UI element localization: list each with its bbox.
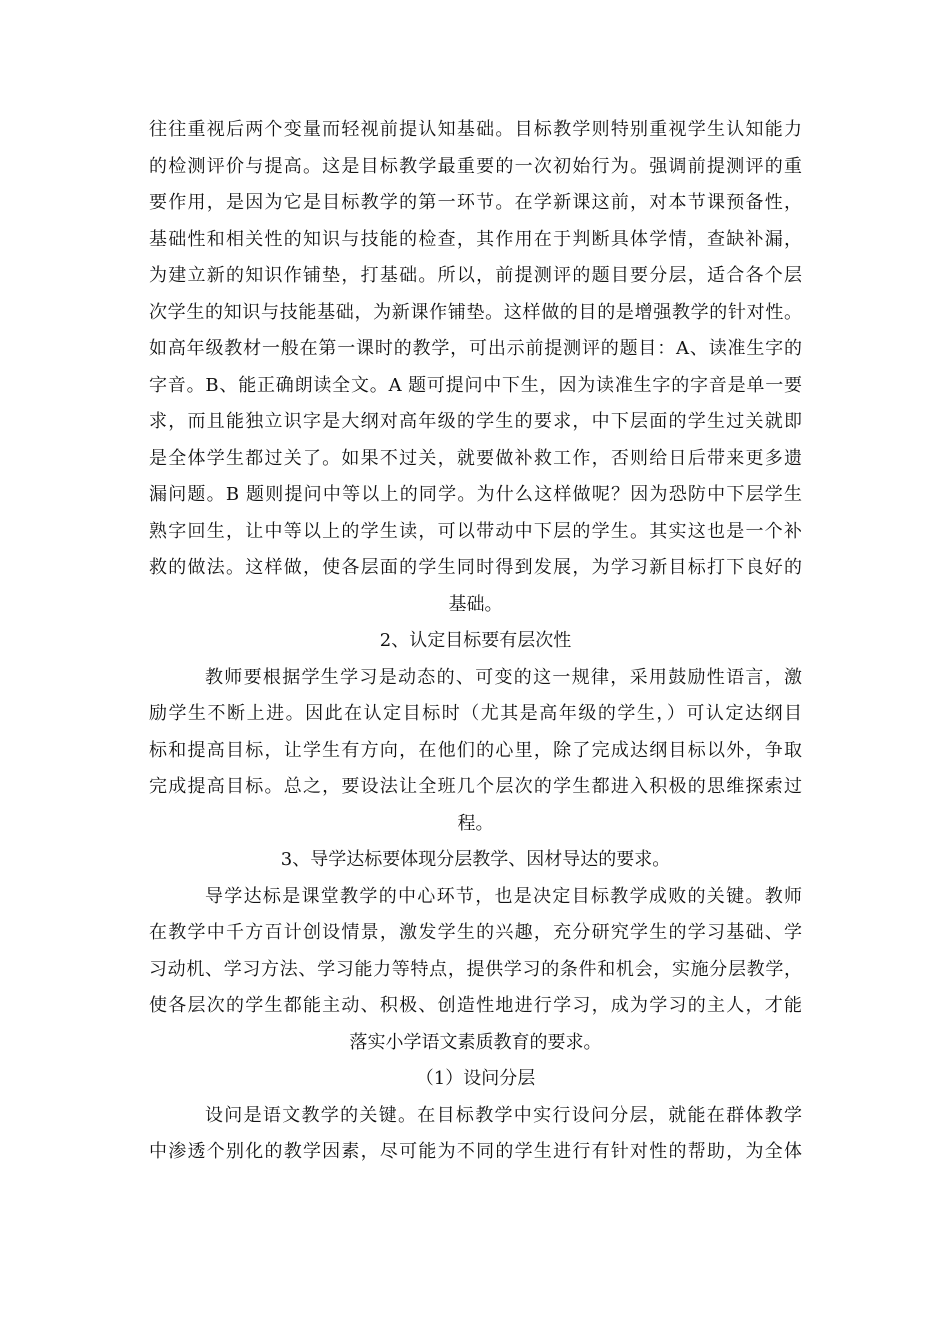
text-line: 中渗透个别化的教学因素，尽可能为不同的学生进行有针对性的帮助，为全体 (149, 1141, 802, 1162)
text-line: 的检测评价与提高。这是目标教学最重要的一次初始行为。强调前提测评的重 (149, 155, 802, 177)
section-heading: 2、认定目标要有层次性 (379, 630, 572, 651)
text-line: 求，而且能独立识字是大纲对高年级的学生的要求，中下层面的学生过关就即 (149, 411, 802, 432)
text-line: 要作用，是因为它是目标教学的第一环节。在学新课这前，对本节课预备性， (149, 192, 802, 213)
text-line: 标和提高目标，让学生有方向，在他们的心里，除了完成达纲目标以外，争取 (149, 739, 802, 761)
section-heading: 3、导学达标要体现分层教学、因材导达的要求。 (280, 849, 671, 870)
body-text (149, 112, 802, 1171)
text-line: 基础性和相关性的知识与技能的检查，其作用在于判断具体学情，查缺补漏， (149, 228, 802, 250)
text-line: 救的做法。这样做，使各层面的学生同时得到发展，为学习新目标打下良好的 (149, 557, 802, 578)
text-line: 习动机、学习方法、学习能力等特点，提供学习的条件和机会，实施分层教学， (149, 958, 802, 980)
text-line: 完成提高目标。总之，要设法让全班几个层次的学生都进入积极的思维探索过 (149, 776, 802, 797)
text-line: 导学达标是课堂教学的中心环节，也是决定目标教学成败的关键。教师 (205, 885, 802, 907)
paragraph-last-line: 基础。 (448, 593, 503, 615)
subsection-heading: （1）设问分层 (415, 1068, 536, 1089)
text-line: 熟字回生，让中等以上的学生读，可以带动中下层的学生。其实这也是一个补 (149, 520, 802, 542)
text-line: 设问是语文教学的关键。在目标教学中实行设问分层，就能在群体教学 (205, 1104, 802, 1126)
text-line: 是全体学生都过关了。如果不过关，就要做补救工作，否则给日后带来更多遗 (149, 447, 802, 469)
text-line: 如高年级教材一般在第一课时的教学，可出示前提测评的题目：A、读准生字的 (149, 338, 802, 359)
paragraph-last-line: 落实小学语文素质教育的要求。 (349, 1031, 602, 1053)
text-line: 使各层次的学生都能主动、积极、创造性地进行学习，成为学习的主人，才能 (149, 995, 802, 1016)
text-line: 在教学中千方百计创设情景，激发学生的兴趣，充分研究学生的学习基础、学 (149, 922, 802, 943)
text-line: 字音。B、能正确朗读全文。A 题可提问中下生，因为读准生字的字音是单一要 (149, 374, 802, 396)
text-line: 往往重视后两个变量而轻视前提认知基础。目标教学则特别重视学生认知能力 (149, 119, 802, 140)
text-line: 教师要根据学生学习是动态的、可变的这一规律，采用鼓励性语言，激 (205, 666, 802, 688)
paragraph-last-line: 程。 (457, 812, 494, 834)
text-line: 次学生的知识与技能基础，为新课作铺垫。这样做的目的是增强教学的针对性。 (149, 301, 802, 323)
text-line: 为建立新的知识作铺垫，打基础。所以，前提测评的题目要分层，适合各个层 (149, 265, 802, 286)
text-line: 励学生不断上进。因此在认定目标时（尤其是高年级的学生，）可认定达纲目 (149, 703, 802, 724)
text-line: 漏问题。B 题则提问中等以上的同学。为什么这样做呢？因为恐防中下层学生 (149, 484, 802, 505)
